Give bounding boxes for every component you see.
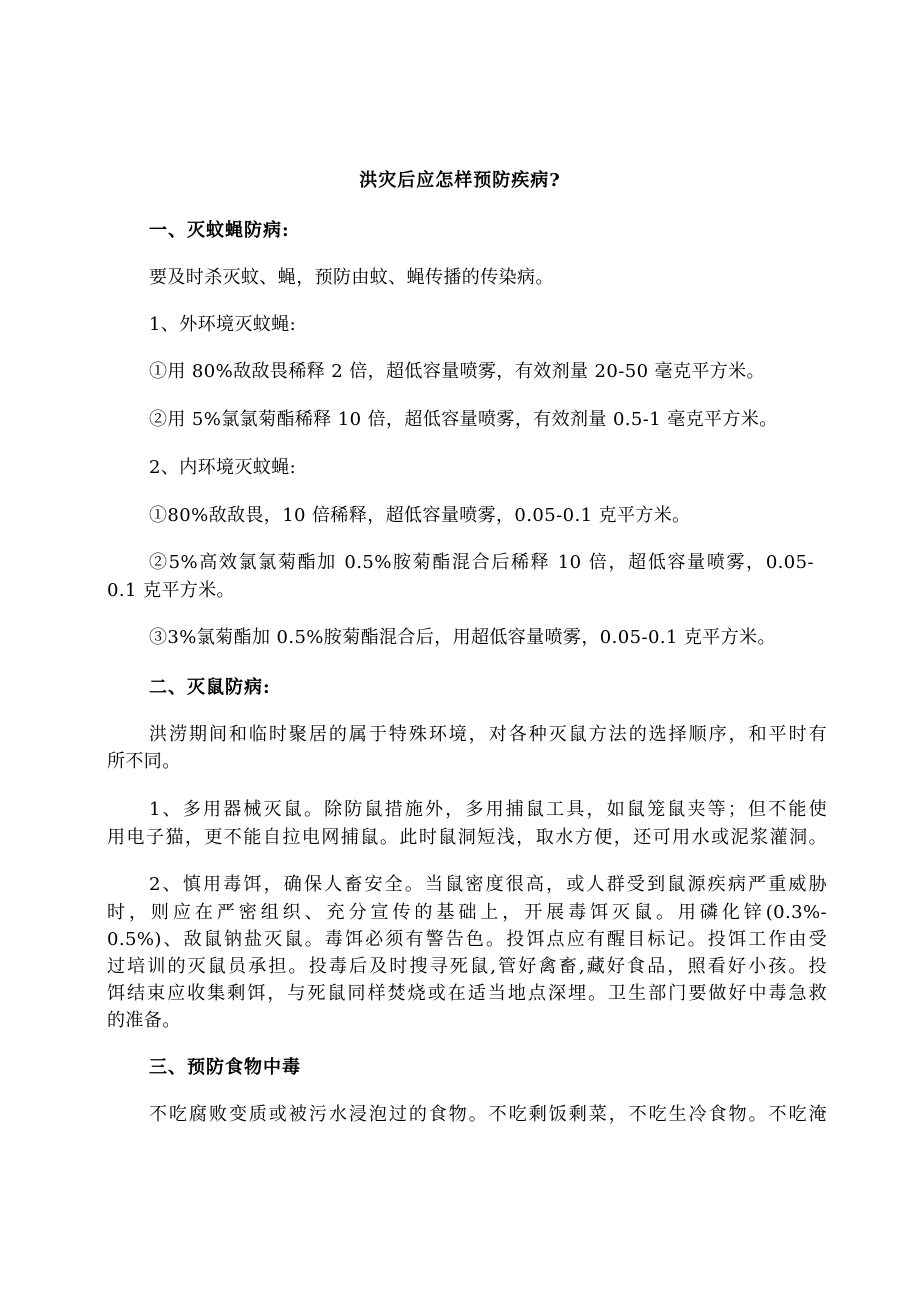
rodent-paragraph-2-line-2: 用电子猫，更不能自拉电网捕鼠。此时鼠洞短浅，取水方便，还可用水或泥浆灌洞。: [107, 827, 827, 848]
food-paragraph-1-line-1: 不吃腐败变质或被污水浸泡过的食物。不吃剩饭剩菜，不吃生冷食物。不吃淹: [149, 1104, 827, 1125]
outdoor-item-2: ②用 5%氯氯菊酯稀释 10 倍，超低容量喷雾，有效剂量 0.5-1 毫克平方米。: [149, 409, 778, 430]
section-heading-mosquito-fly: 一、灭蚊蝇防病:: [149, 220, 290, 241]
indoor-item-2-line-2: 0.1 克平方米。: [107, 580, 235, 601]
rodent-paragraph-2-line-1: 1、多用器械灭鼠。除防鼠措施外，多用捕鼠工具，如鼠笼鼠夹等；但不能使: [149, 799, 827, 820]
subheading-indoor: 2、内环境灭蚊蝇:: [149, 457, 297, 478]
section-heading-food-poisoning: 三、预防食物中毒: [149, 1057, 301, 1078]
outdoor-item-1: ①用 80%敌敌畏稀释 2 倍，超低容量喷雾，有效剂量 20-50 毫克平方米。: [149, 361, 765, 382]
page-title: 洪灾后应怎样预防疾病?: [359, 170, 561, 191]
rodent-paragraph-3-line-6: 的准备。: [107, 1010, 181, 1031]
rodent-paragraph-1-line-1: 洪涝期间和临时聚居的属于特殊环境，对各种灭鼠方法的选择顺序，和平时有: [149, 724, 827, 745]
paragraph-mosquito-intro: 要及时杀灭蚊、蝇，预防由蚊、蝇传播的传染病。: [149, 267, 554, 288]
indoor-item-1: ①80%敌敌畏，10 倍稀释，超低容量喷雾，0.05-0.1 克平方米。: [149, 505, 691, 526]
rodent-paragraph-3-line-3: 0.5%)、敌鼠钠盐灭鼠。毒饵必须有警告色。投饵点应有醒目标记。投饵工作由受: [107, 929, 827, 950]
rodent-paragraph-3-line-2: 时，则应在严密组织、充分宣传的基础上，开展毒饵灭鼠。用磷化锌(0.3%-: [107, 902, 827, 923]
rodent-paragraph-3-line-1: 2、慎用毒饵，确保人畜安全。当鼠密度很高，或人群受到鼠源疾病严重威胁: [149, 874, 827, 895]
indoor-item-3: ③3%氯菊酯加 0.5%胺菊酯混合后，用超低容量喷雾，0.05-0.1 克平方米。: [149, 627, 776, 648]
rodent-paragraph-3-line-4: 过培训的灭鼠员承担。投毒后及时搜寻死鼠,管好禽畜,藏好食品，照看好小孩。投: [107, 956, 827, 977]
rodent-paragraph-3-line-5: 饵结束应收集剩饵，与死鼠同样焚烧或在适当地点深埋。卫生部门要做好中毒急救: [107, 983, 827, 1004]
indoor-item-2-line-1: ②5%高效氯氯菊酯加 0.5%胺菊酯混合后稀释 10 倍，超低容量喷雾，0.05-: [149, 552, 814, 573]
section-heading-rodent: 二、灭鼠防病:: [149, 677, 271, 698]
subheading-outdoor: 1、外环境灭蚊蝇:: [149, 314, 297, 335]
rodent-paragraph-1-line-2: 所不同。: [107, 751, 181, 772]
